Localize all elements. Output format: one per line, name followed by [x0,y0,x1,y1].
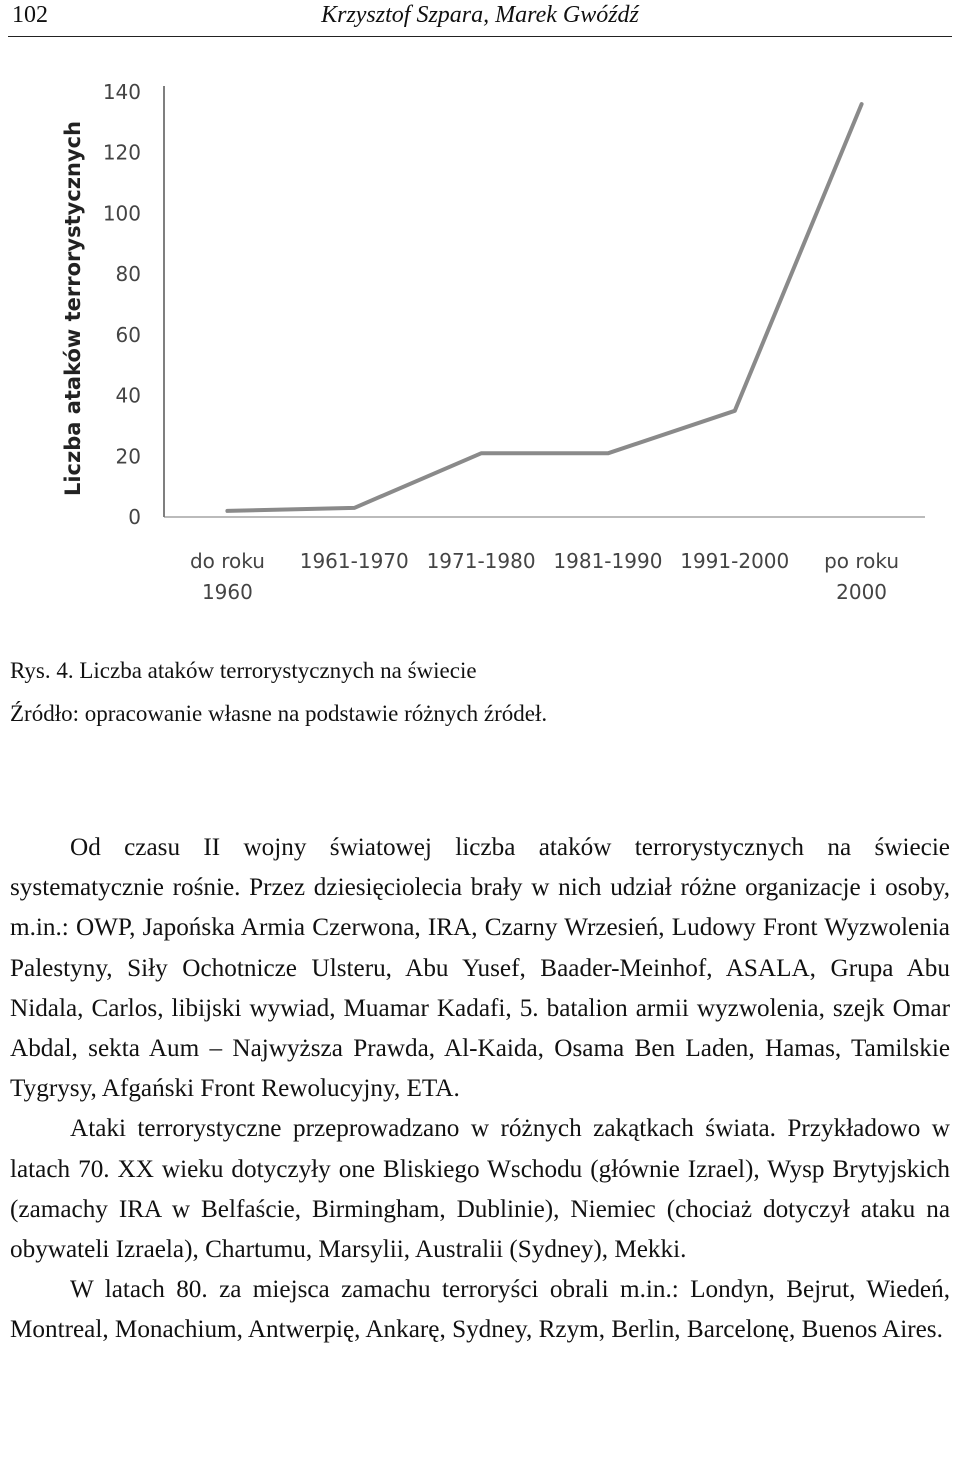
x-tick-label: do roku [189,549,265,573]
series-line [227,104,861,511]
y-tick-label: 0 [128,505,141,529]
attacks-line-chart [0,60,960,620]
y-tick-label: 80 [115,262,141,287]
x-tick-label: 1960 [201,580,253,604]
y-tick-label: 100 [102,201,141,226]
x-tick-label: 2000 [836,580,888,604]
data-point [479,452,482,455]
paragraph-3: W latach 80. za miejsca zamachu terroryści obrali m.in.: Londyn, Bejrut, Wiedeń, Montreal, Monachium, Antwerpię, Ankarę, Sydney, Rzym, Berlin, Barcelonę, Buenos Aires. [10,1276,950,1344]
x-tick-label: 1981-1990 [553,549,663,573]
x-tick-label: 1991-2000 [680,549,790,573]
running-title: Krzysztof Szpara, Marek Gwóźdź [321,2,639,28]
y-tick-label: 140 [102,80,141,104]
y-tick-label: 120 [102,140,141,165]
data-point [606,452,609,455]
x-tick-label: 1961-1970 [299,549,409,573]
data-point [860,103,863,106]
x-tick-label: 1971-1980 [426,549,536,573]
page-header [8,0,952,37]
data-point [226,509,229,512]
y-tick-label: 20 [115,444,141,469]
page-number: 102 [12,2,48,28]
y-axis-label: Liczba ataków terrorystycznych [61,120,85,497]
y-tick-label: 60 [115,322,141,347]
y-tick-label: 40 [115,383,141,408]
data-point [733,409,736,412]
x-tick-label: po roku [824,549,900,573]
figure-caption: Rys. 4. Liczba ataków terrorystycznych na świecie [10,658,477,683]
figure-source: Źródło: opracowanie własne na podstawie różnych źródeł. [10,701,548,726]
data-point [353,506,356,509]
paragraph-1: Od czasu II wojny światowej liczba ataków terrorystycznych na świecie systematycznie rośnie. Przez dziesięciolecia brały w nich udział różne organizacje i osoby, m.in.: OWP, Japońska Armia Czerwona, IRA, Czarny Wrzesień, Ludowy Front Wyzwolenia Palestyny, Siły Ochotnicze Ulsteru, Abu Yusef, Baader-Meinhof, ASALA, Grupa Abu Nidala, Carlos, libijski wywiad, Muamar Kadafi, 5. batalion armii wyzwolenia, szejk Omar Abdal, sekta Aum – Najwyższa Prawda, Al-Kaida, Osama Ben Laden, Hamas, Tamilskie Tygrysy, Afgański Front Rewolucyjny, ETA. [10,834,950,1103]
paragraph-2: Ataki terrorystyczne przeprowadzano w różnych zakątkach świata. Przykładowo w latach 70. XX wieku dotyczyły one Bliskiego Wschodu (głównie Izrael), Wysp Brytyjskich (zamachy IRA w Belfaście, Birmingham, Dublinie), Niemiec (chociaż dotyczył ataku na obywateli Izraela), Chartumu, Marsylii, Australii (Sydney), Mekki. [10,1115,950,1264]
body-text [10,828,950,1351]
